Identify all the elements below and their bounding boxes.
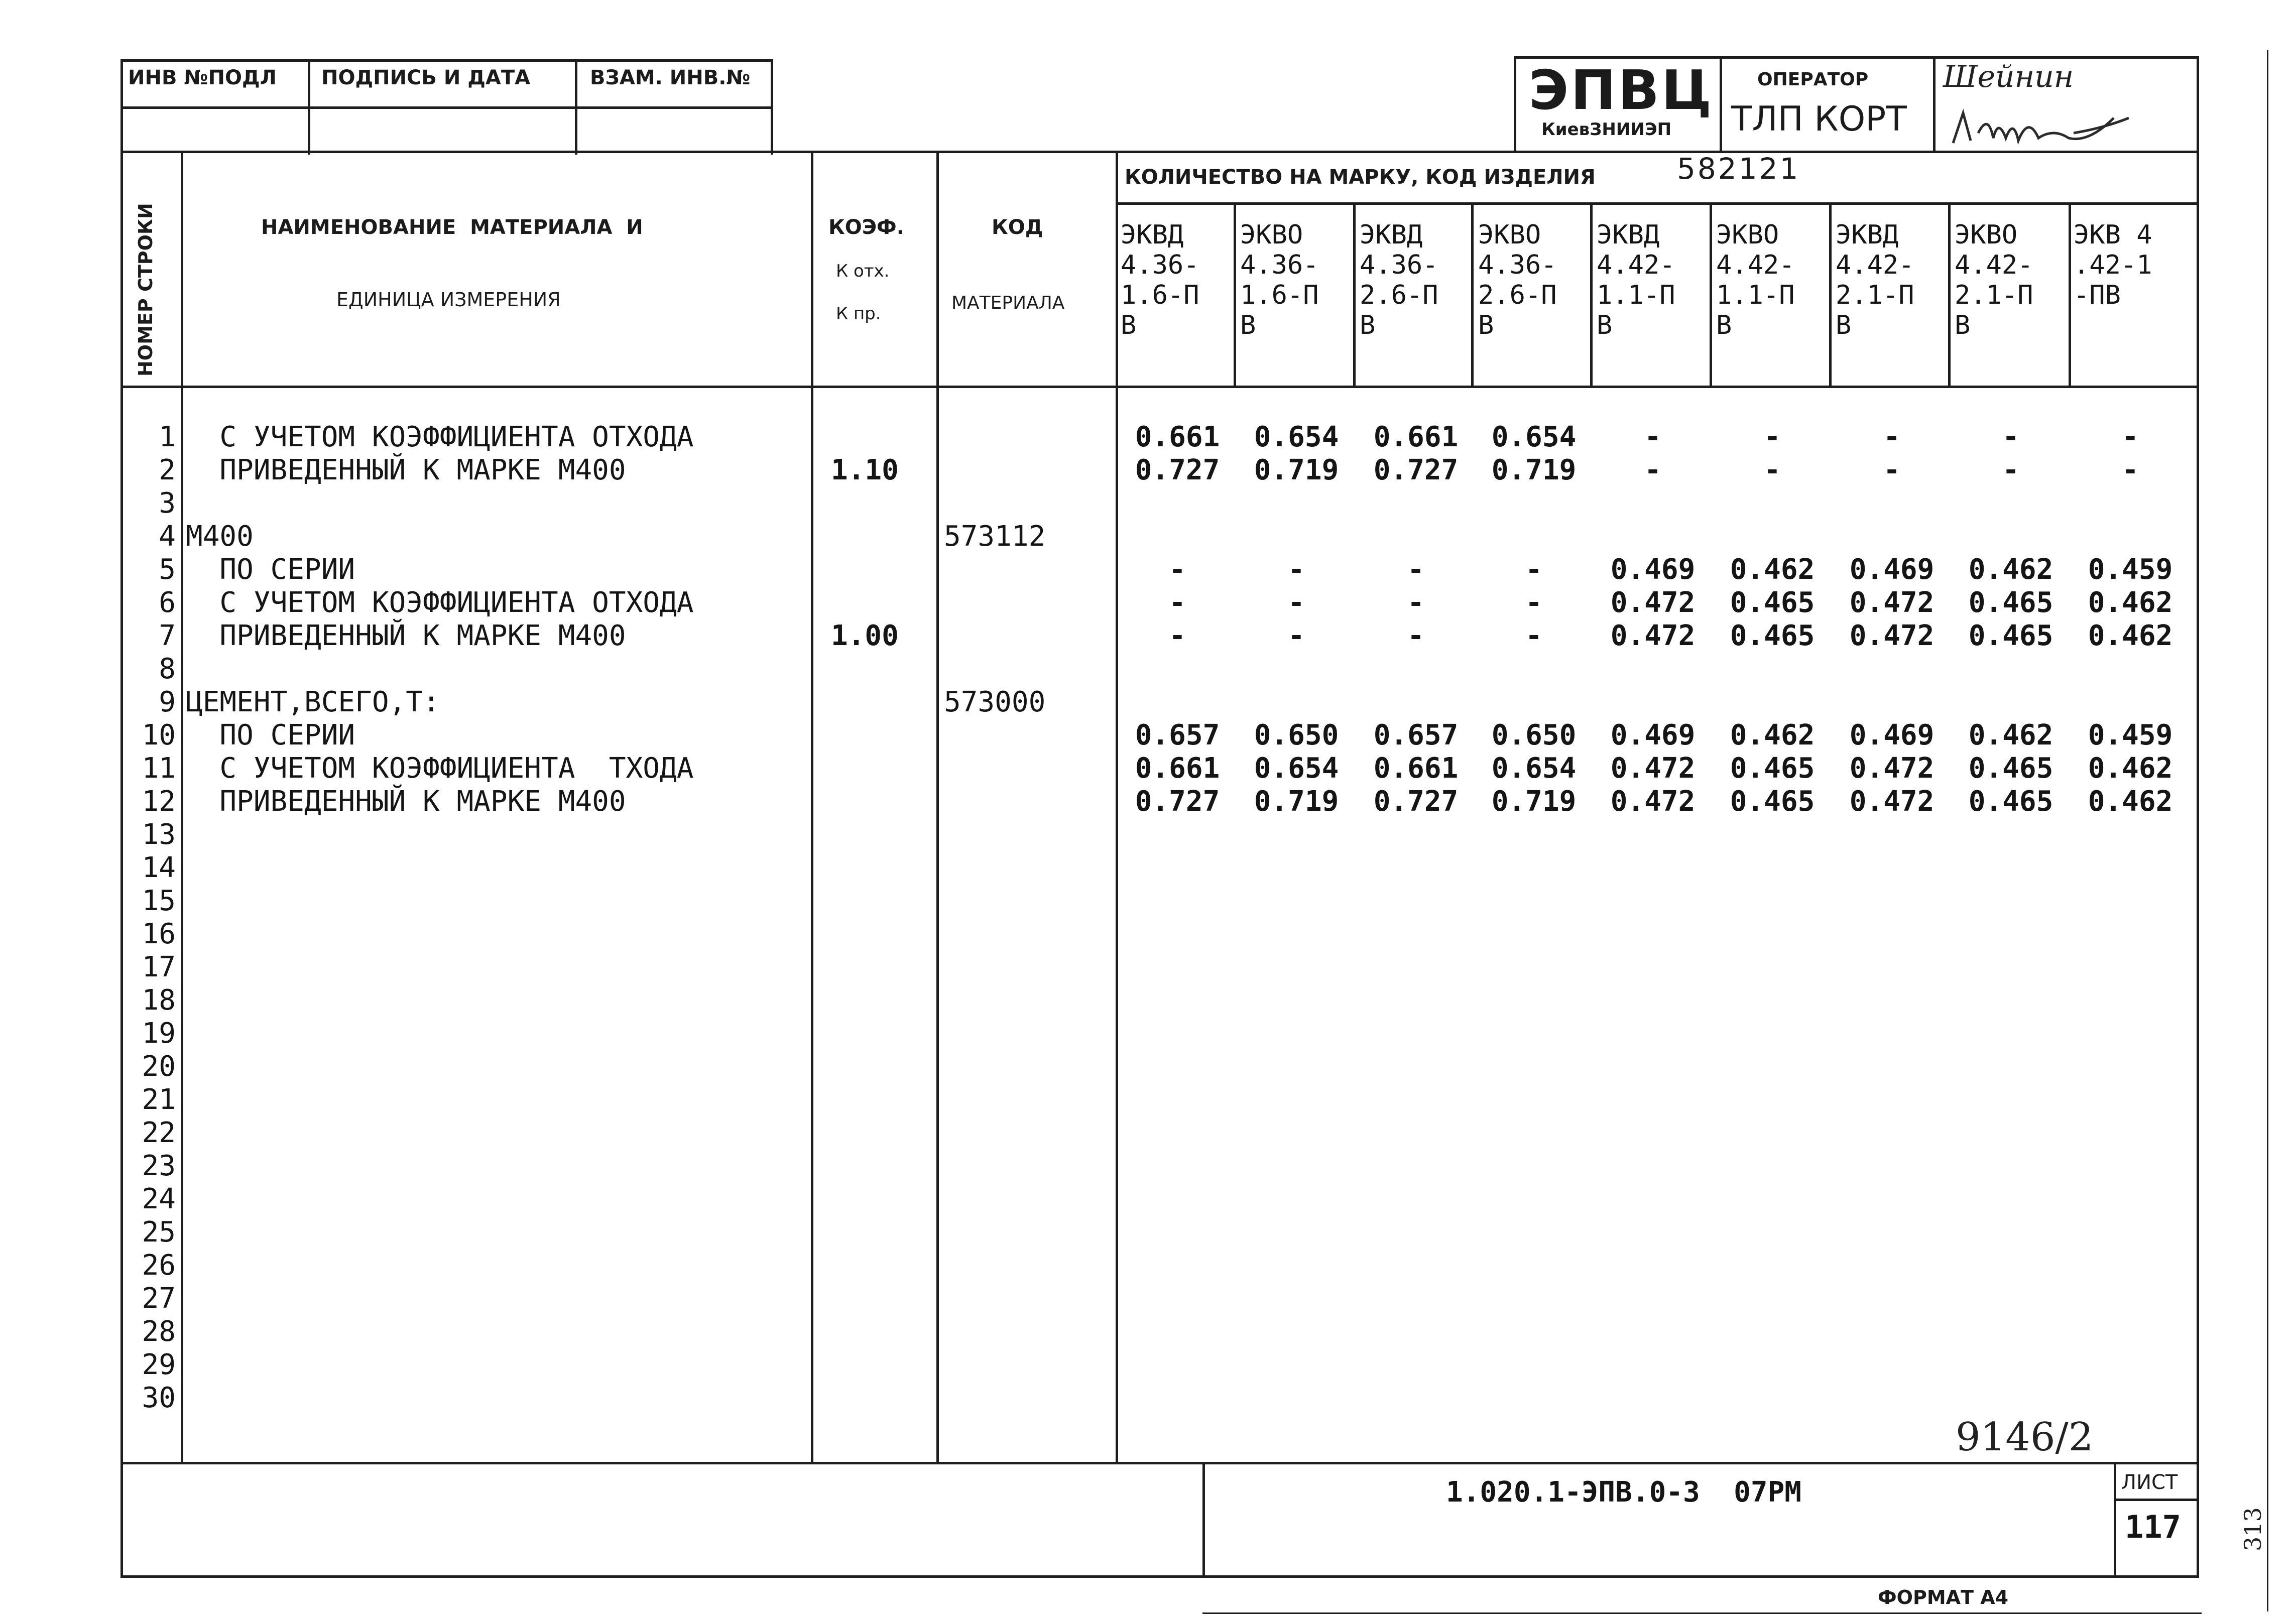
empty-value-dash: - xyxy=(1644,454,1661,486)
row-number: 4 xyxy=(159,520,176,553)
product-column-1: ЭКВД 4.36- 1.6-П В xyxy=(1121,220,1199,340)
footer-right-line xyxy=(2197,1462,2199,1577)
stamp-cell-signature: ПОДПИСЬ И ДАТА xyxy=(321,66,531,89)
quantity-value: 0.472 xyxy=(1849,619,1935,652)
quantity-value: 0.465 xyxy=(1730,785,1815,818)
material-code: 573112 xyxy=(944,520,1046,553)
prod-col-line-3 xyxy=(1471,202,1474,387)
row-number: 28 xyxy=(142,1315,176,1348)
quantity-value: 0.462 xyxy=(2088,752,2173,785)
row-number: 23 xyxy=(142,1150,176,1182)
row-number: 30 xyxy=(142,1382,176,1414)
prod-col-line-1 xyxy=(1234,202,1236,387)
empty-value-dash: - xyxy=(1407,619,1424,652)
prod-col-line-4 xyxy=(1590,202,1593,387)
stamp-cell-inv: ИНВ №ПОДЛ xyxy=(128,66,277,89)
row-number: 22 xyxy=(142,1116,176,1149)
format-label: ФОРМАТ А4 xyxy=(1878,1586,2009,1608)
row-number: 3 xyxy=(159,487,176,520)
footer-doc-left-line xyxy=(1202,1462,1205,1577)
quantity-value: 0.661 xyxy=(1135,421,1220,453)
quantity-value: 0.719 xyxy=(1254,454,1339,486)
row-number: 17 xyxy=(142,951,176,983)
empty-value-dash: - xyxy=(1407,553,1424,586)
row-number: 25 xyxy=(142,1216,176,1249)
product-column-9: ЭКВ 4 .42-1 -ПВ xyxy=(2074,220,2152,310)
footer-sheet-left-line xyxy=(2114,1462,2116,1577)
empty-value-dash: - xyxy=(1883,454,1900,486)
empty-value-dash: - xyxy=(1288,586,1305,619)
header-coef-line1: КОЭФ. xyxy=(828,216,904,239)
row-number: 15 xyxy=(142,885,176,917)
material-name: ПРИВЕДЕННЫЙ К МАРКЕ М400 xyxy=(186,454,626,486)
empty-value-dash: - xyxy=(2002,454,2019,486)
prod-col-line-7 xyxy=(1948,202,1951,387)
empty-value-dash: - xyxy=(1883,421,1900,453)
empty-value-dash: - xyxy=(2002,421,2019,453)
org-small-name: КиевЗНИИЭП xyxy=(1541,119,1672,140)
stamp-cell-replaced: ВЗАМ. ИНВ.№ xyxy=(590,66,751,89)
prod-col-line-6 xyxy=(1829,202,1832,387)
empty-value-dash: - xyxy=(1407,586,1424,619)
quantity-value: 0.657 xyxy=(1135,719,1220,752)
quantity-value: 0.654 xyxy=(1491,421,1577,453)
stamp-top-line xyxy=(120,59,773,62)
product-column-5: ЭКВД 4.42- 1.1-П В xyxy=(1597,220,1675,340)
titleblock-top-line xyxy=(1514,56,2198,59)
row-number: 2 xyxy=(159,454,176,486)
row-number: 6 xyxy=(159,586,176,619)
product-column-7: ЭКВД 4.42- 2.1-П В xyxy=(1836,220,1914,340)
quantity-value: 0.462 xyxy=(2088,619,2173,652)
quantity-value: 0.654 xyxy=(1254,752,1339,785)
quantity-value: 0.661 xyxy=(1373,421,1459,453)
empty-value-dash: - xyxy=(1764,454,1781,486)
empty-value-dash: - xyxy=(1169,553,1186,586)
row-number: 12 xyxy=(142,785,176,818)
sheet-number: 117 xyxy=(2125,1509,2181,1545)
material-name: М400 xyxy=(186,520,254,553)
quantity-value: 0.469 xyxy=(1849,719,1935,752)
row-number: 18 xyxy=(142,984,176,1017)
stamp-mid-line xyxy=(120,106,773,109)
header-material-line1: НАИМЕНОВАНИЕ МАТЕРИАЛА И xyxy=(261,216,643,239)
org-big-name: ЭПВЦ xyxy=(1529,59,1714,122)
header-coef-line3: К пр. xyxy=(836,304,881,324)
material-name: ПРИВЕДЕННЫЙ К МАРКЕ М400 xyxy=(186,619,626,652)
coefficient-value: 1.00 xyxy=(831,619,899,652)
header-code-line1: КОД xyxy=(992,216,1043,239)
quantity-value: 0.465 xyxy=(1968,785,2053,818)
quantity-value: 0.657 xyxy=(1373,719,1459,752)
empty-value-dash: - xyxy=(1525,553,1542,586)
col-line-coef xyxy=(811,151,813,1463)
header-material-line2: ЕДИНИЦА ИЗМЕРЕНИЯ xyxy=(336,289,561,311)
quantity-value: 0.462 xyxy=(1730,553,1815,586)
material-name: С УЧЕТОМ КОЭФФИЦИЕНТА ТХОДА xyxy=(186,752,694,785)
coefficient-value: 1.10 xyxy=(831,454,899,486)
header-quantity-label: КОЛИЧЕСТВО НА МАРКУ, КОД ИЗДЕЛИЯ xyxy=(1125,166,1596,189)
material-name: ЦЕМЕНТ,ВСЕГО,Т: xyxy=(186,686,440,718)
quantity-value: 0.727 xyxy=(1373,454,1459,486)
quantity-value: 0.465 xyxy=(1730,619,1815,652)
sheet-label: ЛИСТ xyxy=(2121,1471,2178,1494)
quantity-value: 0.719 xyxy=(1491,454,1577,486)
quantity-value: 0.462 xyxy=(1968,553,2053,586)
quantity-value: 0.459 xyxy=(2088,719,2173,752)
table-right-line xyxy=(2197,56,2199,1467)
quantity-value: 0.727 xyxy=(1135,454,1220,486)
quantity-value: 0.465 xyxy=(1730,586,1815,619)
quantity-value: 0.650 xyxy=(1254,719,1339,752)
quantity-value: 0.462 xyxy=(2088,586,2173,619)
table-header-bottom-line xyxy=(120,386,2199,388)
quantity-value: 0.472 xyxy=(1849,586,1935,619)
titleblock-left-line xyxy=(1514,56,1516,152)
empty-value-dash: - xyxy=(2122,454,2139,486)
row-number-column xyxy=(120,421,176,1415)
stamp-divider-2 xyxy=(575,59,577,155)
empty-value-dash: - xyxy=(1644,421,1661,453)
quantity-value: 0.727 xyxy=(1135,785,1220,818)
quantity-value: 0.472 xyxy=(1610,586,1696,619)
stamp-right-line xyxy=(771,59,773,155)
quantity-value: 0.727 xyxy=(1373,785,1459,818)
quantity-value: 0.462 xyxy=(2088,785,2173,818)
quantity-value: 0.465 xyxy=(1968,619,2053,652)
empty-value-dash: - xyxy=(1169,619,1186,652)
document-code: 1.020.1-ЭПВ.0-3 07РМ xyxy=(1446,1476,1802,1509)
row-number: 20 xyxy=(142,1050,176,1083)
row-number: 7 xyxy=(159,619,176,652)
quantity-value: 0.462 xyxy=(1968,719,2053,752)
product-column-3: ЭКВД 4.36- 2.6-П В xyxy=(1360,220,1438,340)
empty-value-dash: - xyxy=(1764,421,1781,453)
margin-line xyxy=(2267,50,2268,1611)
empty-value-dash: - xyxy=(1169,586,1186,619)
quantity-value: 0.661 xyxy=(1135,752,1220,785)
titleblock-div-2 xyxy=(1933,56,1936,152)
row-number: 16 xyxy=(142,918,176,950)
table-body-bottom-line xyxy=(120,1462,2199,1464)
empty-value-dash: - xyxy=(1525,619,1542,652)
quantity-value: 0.469 xyxy=(1849,553,1935,586)
quantity-value: 0.462 xyxy=(1730,719,1815,752)
material-name: ПРИВЕДЕННЫЙ К МАРКЕ М400 xyxy=(186,785,626,818)
material-name: С УЧЕТОМ КОЭФФИЦИЕНТА ОТХОДА xyxy=(186,586,694,619)
empty-value-dash: - xyxy=(1288,553,1305,586)
quantity-value: 0.719 xyxy=(1254,785,1339,818)
quantity-value: 0.465 xyxy=(1730,752,1815,785)
quantity-value: 0.459 xyxy=(2088,553,2173,586)
stamp-divider-1 xyxy=(308,59,310,155)
product-column-8: ЭКВО 4.42- 2.1-П В xyxy=(1955,220,2033,340)
header-row-number: НОМЕР СТРОКИ xyxy=(135,203,157,377)
quantity-value: 0.719 xyxy=(1491,785,1577,818)
quantity-value: 0.650 xyxy=(1491,719,1577,752)
quantity-value: 0.469 xyxy=(1610,553,1696,586)
quantity-value: 0.472 xyxy=(1849,785,1935,818)
quantity-value: 0.465 xyxy=(1968,752,2053,785)
prod-col-line-2 xyxy=(1353,202,1356,387)
row-number: 19 xyxy=(142,1017,176,1050)
empty-value-dash: - xyxy=(2122,421,2139,453)
titleblock-div-1 xyxy=(1720,56,1722,152)
row-number: 21 xyxy=(142,1083,176,1116)
empty-value-dash: - xyxy=(1525,586,1542,619)
material-name: ПО СЕРИИ xyxy=(186,553,355,586)
row-number: 1 xyxy=(159,421,176,453)
material-code: 573000 xyxy=(944,686,1046,718)
footer-bottom-line xyxy=(120,1575,2199,1578)
handwritten-number: 9146/2 xyxy=(1956,1415,2094,1460)
row-number: 27 xyxy=(142,1282,176,1315)
row-number: 5 xyxy=(159,553,176,586)
quantity-value: 0.472 xyxy=(1610,619,1696,652)
margin-number: 313 xyxy=(2239,1507,2266,1551)
row-number: 29 xyxy=(142,1348,176,1381)
quantity-value: 0.472 xyxy=(1610,752,1696,785)
row-number: 9 xyxy=(159,686,176,718)
row-number: 8 xyxy=(159,653,176,685)
empty-value-dash: - xyxy=(1288,619,1305,652)
header-code-line2: МАТЕРИАЛА xyxy=(951,293,1065,313)
operator-value: ТЛП КОРТ xyxy=(1731,99,1907,139)
material-name: С УЧЕТОМ КОЭФФИЦИЕНТА ОТХОДА xyxy=(186,421,694,453)
col-line-qty xyxy=(1116,151,1118,1463)
signature-scribble xyxy=(1948,103,2189,153)
quantity-value: 0.654 xyxy=(1491,752,1577,785)
operator-label: ОПЕРАТОР xyxy=(1757,69,1869,90)
row-number: 10 xyxy=(142,719,176,752)
quantity-value: 0.472 xyxy=(1849,752,1935,785)
row-number: 13 xyxy=(142,818,176,851)
row-number: 11 xyxy=(142,752,176,785)
row-number: 14 xyxy=(142,851,176,884)
format-underline xyxy=(1202,1612,2202,1614)
header-product-code: 582121 xyxy=(1677,152,1800,186)
footer-sheet-mid-line xyxy=(2114,1499,2199,1501)
row-number: 24 xyxy=(142,1183,176,1215)
col-line-code xyxy=(936,151,939,1463)
row-number: 26 xyxy=(142,1249,176,1282)
quantity-value: 0.469 xyxy=(1610,719,1696,752)
qty-header-line xyxy=(1116,202,2199,205)
material-name: ПО СЕРИИ xyxy=(186,719,355,752)
prod-col-line-8 xyxy=(2069,202,2071,387)
quantity-value: 0.661 xyxy=(1373,752,1459,785)
quantity-value: 0.465 xyxy=(1968,586,2053,619)
table-top-line xyxy=(120,151,2199,153)
header-coef-line2: К отх. xyxy=(836,261,890,281)
product-column-2: ЭКВО 4.36- 1.6-П В xyxy=(1240,220,1319,340)
signer-name: Шейнин xyxy=(1943,59,2074,94)
product-column-4: ЭКВО 4.36- 2.6-П В xyxy=(1478,220,1557,340)
col-line-rownum xyxy=(181,151,183,1463)
prod-col-line-5 xyxy=(1710,202,1712,387)
quantity-value: 0.472 xyxy=(1610,785,1696,818)
quantity-value: 0.654 xyxy=(1254,421,1339,453)
product-column-6: ЭКВО 4.42- 1.1-П В xyxy=(1716,220,1795,340)
